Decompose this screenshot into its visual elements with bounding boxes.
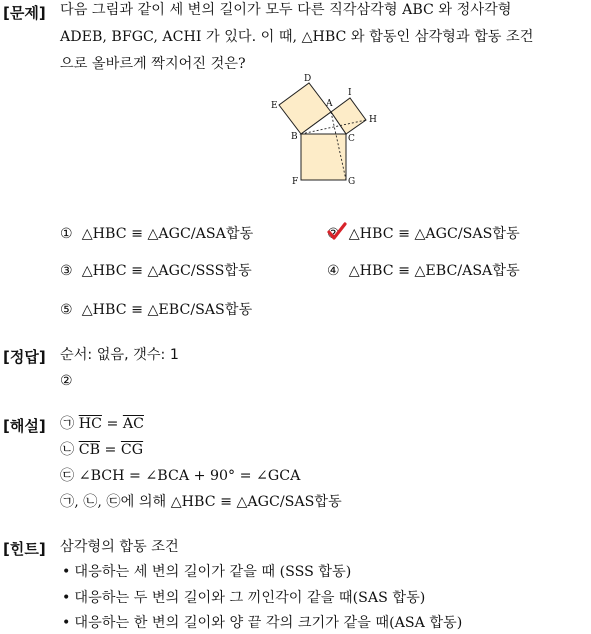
exp2-seg-b: $\overline{CG}$ [120,442,144,458]
problem-line-2: ADEB, BFGC, ACHI 가 있다. 이 때, △HBC 와 합동인 삼각형과 합동 조건 [60,29,534,45]
hint-title: 삼각형의 합동 조건 [60,539,179,555]
choice-4-text: △HBC ≡ △EBC/ASA합동 [348,263,520,279]
choice-1-num: ① [60,226,73,242]
choice-4[interactable] [327,261,520,281]
choice-1-text: △HBC ≡ △AGC/ASA합동 [81,226,254,242]
label-h: H [369,115,377,125]
exp1-seg-b: $\overline{AC}$ [122,416,144,432]
explanation-tag: [해설] [3,417,46,435]
choice-2-text: △HBC ≡ △AGC/SAS합동 [348,226,520,242]
hint-item-1: • 대응하는 세 변의 길이가 같을 때 (SSS 합동) [62,562,351,582]
choice-2-num: ② [327,226,340,242]
exp1-num: ㉠ [60,416,75,432]
hint-item-2: • 대응하는 두 변의 길이와 그 끼인각이 같을 때(SAS 합동) [62,588,425,608]
exp2-num: ㉡ [60,442,75,458]
label-e: E [271,101,278,111]
choice-5-text: △HBC ≡ △EBC/SAS합동 [81,302,253,318]
problem-tag: [문제] [3,4,46,22]
explanation-line-2 [60,440,143,460]
problem-line-3: 으로 올바르게 짝지어진 것은? [60,56,246,72]
exp2-eq: = [100,442,121,458]
exp1-seg-a: $\overline{HC}$ [78,416,102,432]
label-i: I [348,88,352,98]
answer-line-2: ② [60,373,73,389]
exp1-eq: = [101,416,123,432]
answer-line-1: 순서: 없음, 갯수: 1 [60,347,179,363]
choice-5[interactable] [60,300,252,320]
geometry-figure [265,68,380,188]
label-a: A [326,99,333,109]
choice-4-num: ④ [327,263,340,279]
label-d: D [304,74,312,84]
choice-3-text: △HBC ≡ △AGC/SSS합동 [81,263,252,279]
label-c: C [348,134,355,144]
choice-3-num: ③ [60,263,73,279]
answer-tag: [정답] [3,348,46,366]
explanation-line-4: ㉠, ㉡, ㉢에 의해 △HBC ≡ △AGC/SAS합동 [60,494,342,510]
choice-2[interactable] [327,224,520,244]
label-g: G [348,177,356,187]
square-bfgc [301,134,346,180]
label-b: B [291,132,298,142]
exp2-seg-a: $\overline{CB}$ [78,442,100,458]
hint-item-3: • 대응하는 한 변의 길이와 양 끝 각의 크기가 같을 때(ASA 합동) [62,613,462,633]
choice-1[interactable] [60,224,253,244]
explanation-line-1 [60,414,144,434]
label-f: F [292,177,299,187]
problem-line-1: 다음 그림과 같이 세 변의 길이가 모두 다른 직각삼각형 ABC 와 정사각형 [60,2,512,18]
checkmark-icon [327,222,347,242]
explanation-line-3: ㉢ ∠BCH = ∠BCA + 90° = ∠GCA [60,468,301,484]
hint-tag: [힌트] [3,540,46,558]
choice-5-num: ⑤ [60,302,73,318]
choice-3[interactable] [60,261,252,281]
